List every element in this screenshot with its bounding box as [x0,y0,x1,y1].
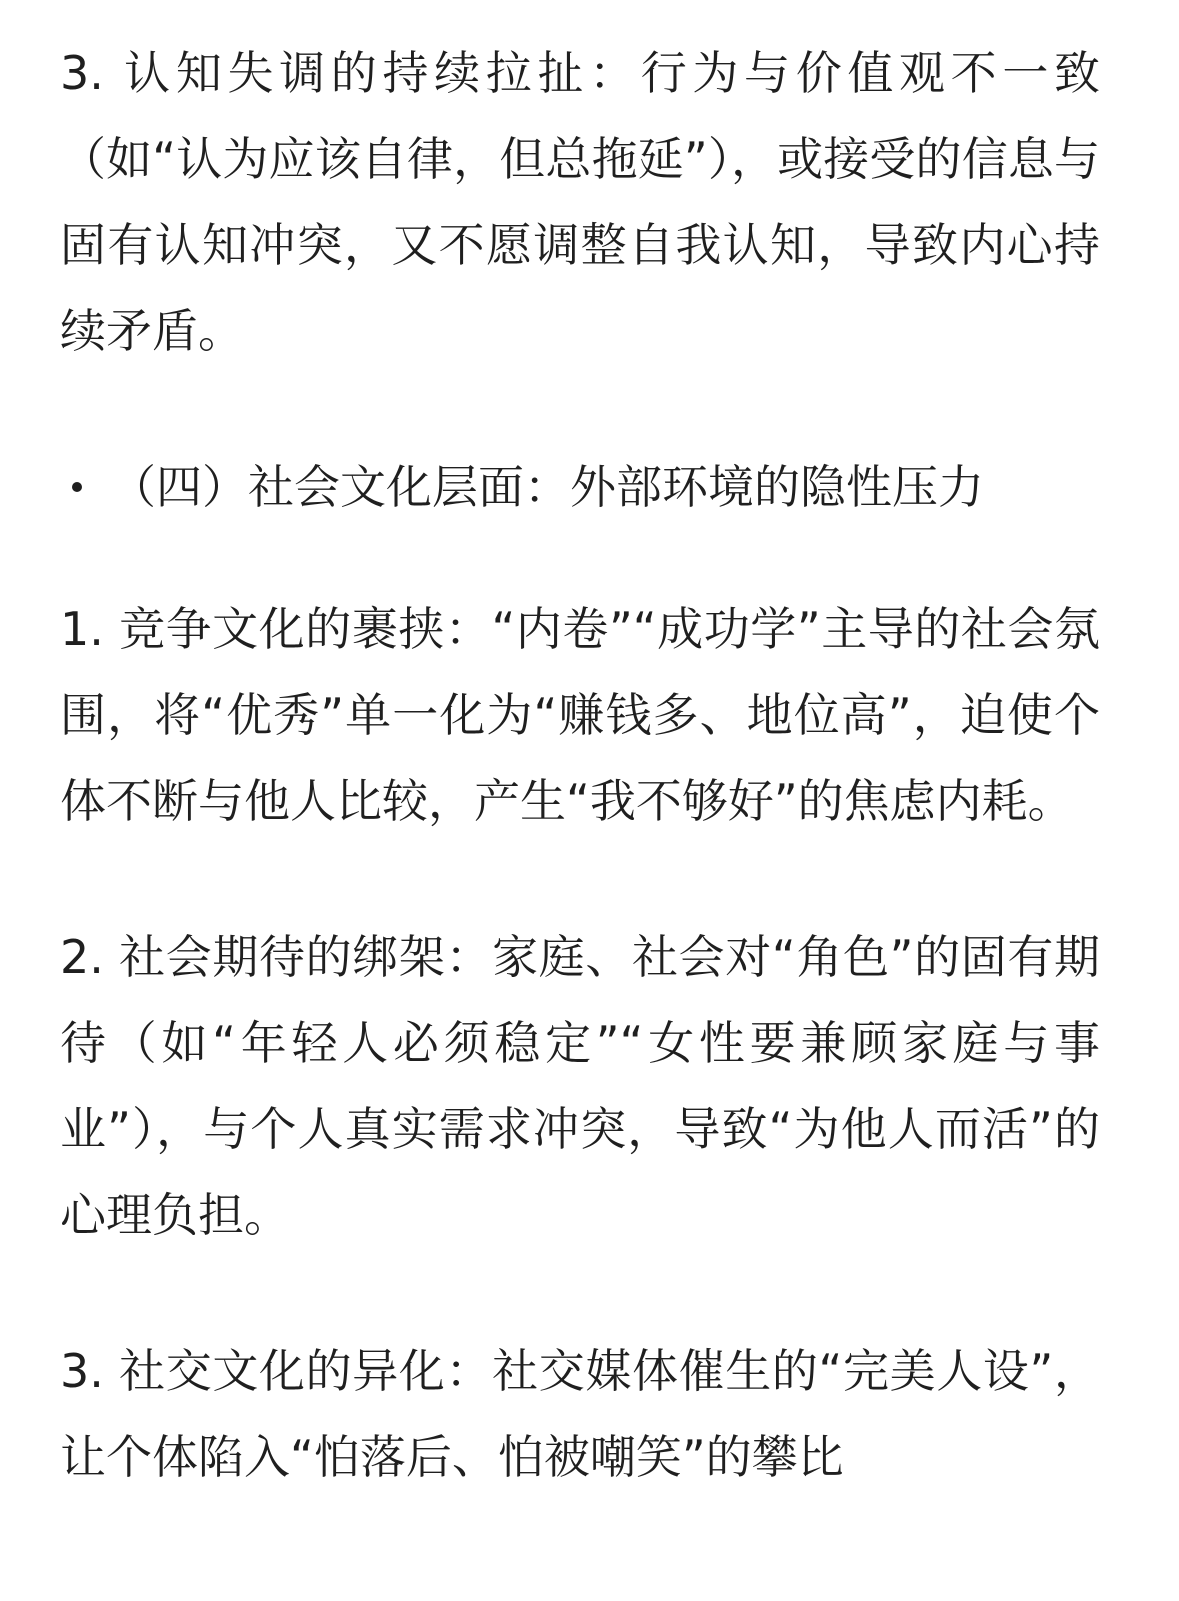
section-heading-text: （四）社会文化层面：外部环境的隐性压力 [110,460,984,514]
spacer [60,844,1100,914]
section-heading-social-culture [60,444,1100,530]
article-body [60,30,1100,1500]
paragraph-social-media: 3. 社交文化的异化：社交媒体催生的“完美人设”，让个体陷入“怕落后、怕被嘲笑”的攀比 [60,1344,1100,1484]
paragraph-cognitive-dissonance: 3. 认知失调的持续拉扯：行为与价值观不一致（如“认为应该自律，但总拖延”），或接受的信息与固有认知冲突，又不愿调整自我认知，导致内心持续矛盾。 [60,46,1100,358]
spacer [60,530,1100,586]
spacer [60,1258,1100,1328]
spacer [60,374,1100,444]
paragraph-social-expectation: 2. 社会期待的绑架：家庭、社会对“角色”的固有期待（如“年轻人必须稳定”“女性要兼顾家庭与事业”），与个人真实需求冲突，导致“为他人而活”的心理负担。 [60,930,1100,1242]
paragraph-competition-culture: 1. 竞争文化的裹挟：“内卷”“成功学”主导的社会氛围，将“优秀”单一化为“赚钱多、地位高”，迫使个体不断与他人比较，产生“我不够好”的焦虑内耗。 [60,602,1100,828]
bullet-icon [72,482,82,492]
